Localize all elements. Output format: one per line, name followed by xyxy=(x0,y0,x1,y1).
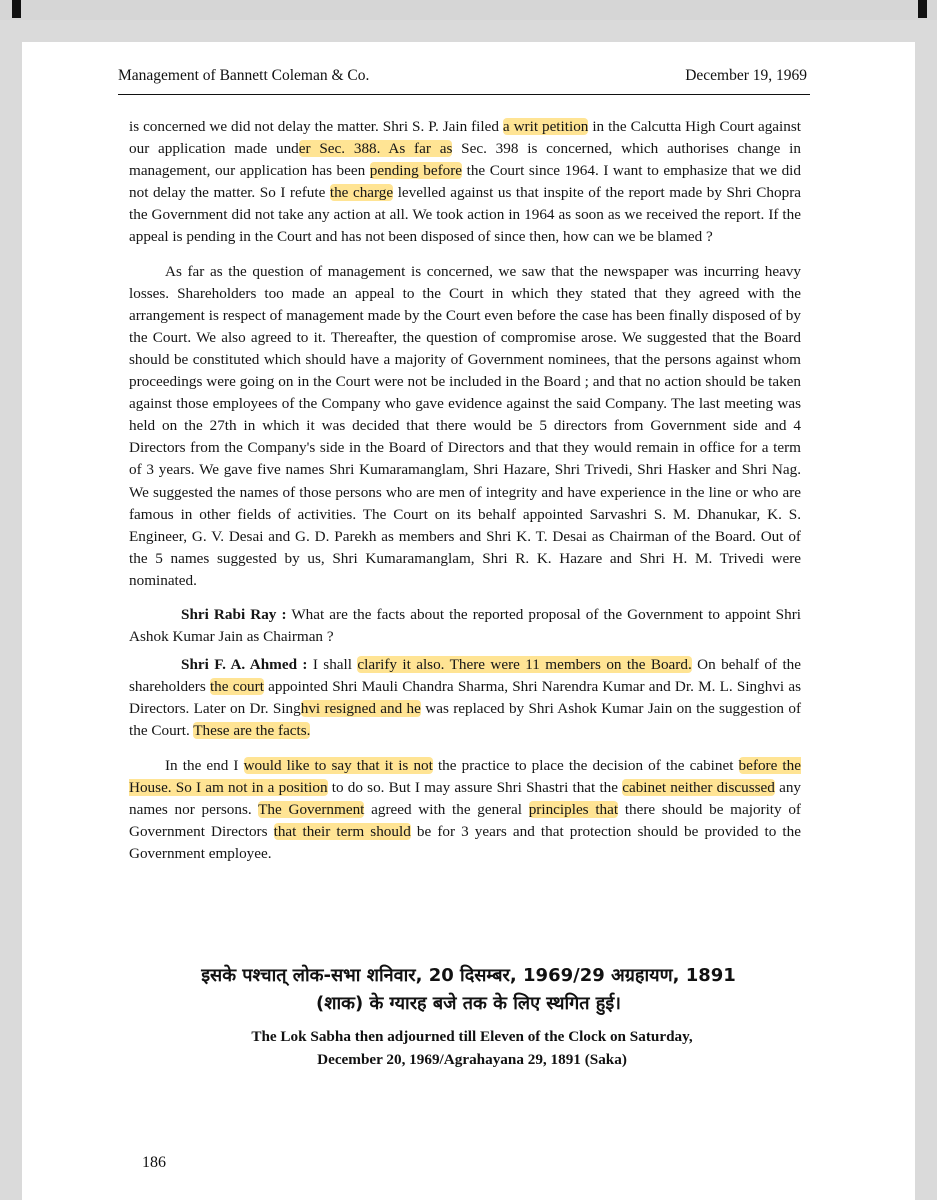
text-run: the practice to place the decision of the cabinet xyxy=(432,756,739,774)
highlight: would like to say that it is not xyxy=(243,756,433,774)
paragraph-2: As far as the question of management is concerned, we saw that the newspaper was incurring heavy losses. Shareholders too made an appeal to the Court in which they stated that they agreed with the arrangement is respect of management made by the Court even before the case has been finally disposed of by the Court. We also agreed to it. Thereafter, the question of compromise arose. We suggested that the Board should be constituted which should have a majority of Government nominees, that the persons against whom proceedings were going on in the Court were not be included in the Board ; and that no action should be taken against those employees of the Company who gave evidence against the said Company. The last meeting was held on the 27th in which it was decided that there would be 5 directors from Government side and 4 Directors from the Company's side in the Board of Directors and that they would remain in office for a term of 3 years. We gave five names Shri Kumaramanglam, Shri Hazare, Shri Trivedi, Shri Hasker and Shri Nag. We suggested the names of those persons who are men of integrity and have experience in the line or who are famous in other fields of activities. The Court on its behalf appointed Sarvashri S. M. Dhanukar, K. S. Engineer, G. V. Desai and G. D. Parekh as members and Shri K. T. Desai as Chairman of the Board. Out of the 5 names suggested by us, Shri Kumaramanglam, Shri R. K. Hazare and Shri H. M. Trivedi were nominated. xyxy=(129,262,801,589)
hindi-line-1: इसके पश्चात् लोक-सभा शनिवार, 20 दिसम्बर, 1969/29 अग्रहायण, 1891 xyxy=(201,965,736,986)
text-run: I shall xyxy=(307,656,358,674)
highlight: the court xyxy=(209,678,264,696)
text-run: any names nor persons. xyxy=(129,778,802,818)
running-header xyxy=(118,67,807,85)
page-number: 186 xyxy=(142,1154,166,1171)
highlight: a writ petition xyxy=(502,118,589,135)
paragraph-5 xyxy=(129,755,801,865)
highlight: er Sec. 388. As far as xyxy=(298,140,453,158)
text-run: was replaced by Shri Ashok Kumar Jain on the suggestion of the Court. xyxy=(129,700,802,740)
text-run: levelled against us that inspite of the report made by Shri Chopra the Government did not take any action at all. We took action in 1964 as soon as we received the report. If the appeal is pending in the Court and has not been disposed of since then, how can we be blamed ? xyxy=(129,184,802,246)
text-run: In the end I xyxy=(165,756,244,774)
highlight: These are the facts. xyxy=(193,722,311,740)
paragraph-1 xyxy=(129,116,801,249)
highlight: that their term should xyxy=(273,822,411,840)
highlight: before the House. So I am not in a position xyxy=(129,756,801,796)
speech-text: What are the facts about the reported proposal of the Government to appoint Shri Ashok Kumar Jain as Chairman ? xyxy=(129,605,801,646)
speaker-name: Shri Rabi Ray : xyxy=(181,605,287,623)
text-run: agreed with the general xyxy=(364,800,529,818)
header-title: Management of Bannett Coleman & Co. xyxy=(118,67,370,84)
document-page xyxy=(22,42,915,1200)
paragraph-rabi-ray xyxy=(129,604,801,648)
text-run: the Court since 1964. I want to emphasize that we did not delay the matter. So I refute xyxy=(129,162,801,202)
text-run: be for 3 years and that protection should be provided to the Government employee. xyxy=(129,822,801,862)
text-run: is concerned we did not delay the matter. Shri S. P. Jain filed xyxy=(129,118,503,135)
english-adjournment-notice xyxy=(182,1025,762,1071)
speaker-name: Shri F. A. Ahmed : xyxy=(181,656,308,674)
highlight: principles that xyxy=(528,800,619,818)
hindi-adjournment-notice xyxy=(22,962,915,1018)
hindi-line-2: (शाक) के ग्यारह बजे तक के लिए स्थगित हुई। xyxy=(316,993,621,1014)
text-run: On behalf of the shareholders xyxy=(129,656,801,696)
adjournment-line-2: December 20, 1969/Agrahayana 29, 1891 (Saka) xyxy=(317,1051,627,1068)
paragraph-fa-ahmed xyxy=(129,654,801,742)
top-bar xyxy=(0,0,937,20)
adjournment-line-1: The Lok Sabha then adjourned till Eleven of the Clock on Saturday, xyxy=(251,1028,693,1045)
right-tab-marker xyxy=(918,0,927,18)
text-run: there should be majority of Government Directors xyxy=(129,800,801,840)
highlight: clarify it also. There were 11 members on the Board. xyxy=(357,656,692,674)
text-run: Sec. 398 is concerned, which authorises change in management, our application has been xyxy=(129,140,801,180)
left-tab-marker xyxy=(12,0,21,18)
document-body xyxy=(129,116,801,865)
highlight: cabinet neither discussed xyxy=(622,778,775,796)
text-run: in the Calcutta High Court against our application made und xyxy=(129,118,801,158)
highlight: pending before xyxy=(369,162,463,180)
text-run: to do so. But I may assure Shri Shastri that the xyxy=(327,778,623,796)
highlight: the charge xyxy=(329,184,394,202)
text-run: appointed Shri Mauli Chandra Sharma, Shri Narendra Kumar and Dr. M. L. Singhvi as Directors. Later on Dr. Sing xyxy=(129,678,801,718)
highlight: hvi resigned and he xyxy=(300,700,421,718)
header-date: December 19, 1969 xyxy=(685,67,807,84)
highlight: The Government xyxy=(258,800,365,818)
header-rule xyxy=(118,94,810,95)
